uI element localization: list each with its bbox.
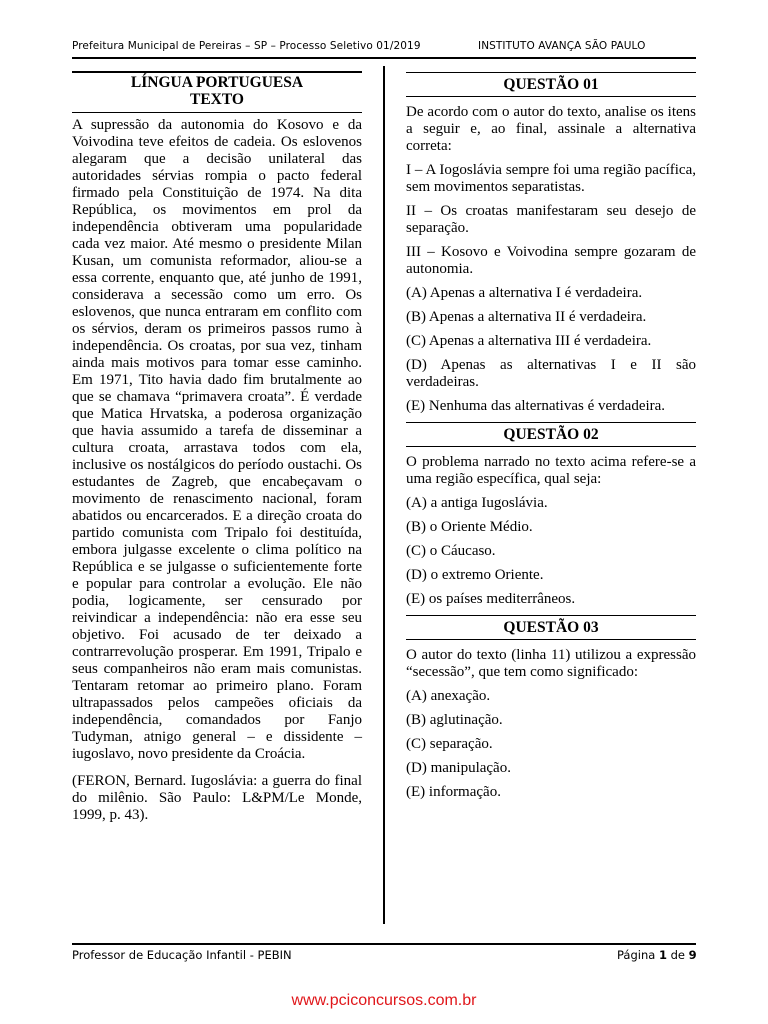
header-organizer: INSTITUTO AVANÇA SÃO PAULO bbox=[478, 40, 646, 52]
answer-option: (A) a antiga Iugoslávia. bbox=[406, 495, 548, 511]
question-title: QUESTÃO 01 bbox=[406, 72, 696, 97]
answer-option: (E) Nenhuma das alternativas é verdadeira. bbox=[406, 398, 666, 414]
answer-option: (E) os países mediterrâneos. bbox=[406, 591, 576, 607]
left-top-rule bbox=[72, 71, 362, 73]
footer-position: Professor de Educação Infantil - PEBIN bbox=[72, 948, 292, 962]
answer-option: (D) o extremo Oriente. bbox=[406, 567, 544, 583]
answer-option: (B) Apenas a alternativa II é verdadeira. bbox=[406, 309, 647, 325]
page-number bbox=[617, 948, 697, 962]
question-stem: O autor do texto (linha 11) utilizou a expressão “secessão”, que tem como significado: bbox=[406, 647, 696, 680]
website-link[interactable]: www.pciconcursos.com.br bbox=[291, 992, 477, 1009]
question-stem: O problema narrado no texto acima refere-se a uma região específica, qual seja: bbox=[406, 454, 696, 487]
header-rule bbox=[72, 57, 696, 59]
answer-option: (B) o Oriente Médio. bbox=[406, 519, 533, 535]
footer-rule bbox=[72, 943, 696, 945]
statement-item: II – Os croatas manifestaram seu desejo de separação. bbox=[406, 203, 696, 236]
statement-item: I – A Iogoslávia sempre foi uma região pacífica, sem movimentos separatistas. bbox=[406, 162, 696, 195]
question-title: QUESTÃO 03 bbox=[406, 615, 696, 640]
reading-text: A supressão da autonomia do Kosovo e da Voivodina teve efeitos de cadeia. Os eslovenos alegaram que a decisão unilateral das autoridades sérvias rompia o pacto federal firmado pela Constituição de 1974. Na dita República, os movimentos em prol da independência obtiveram uma popularidade cada vez maior. Até mesmo o presidente Milan Kusan, um comunista reformador, aliou-se a essa corrente, enquanto que, até junho de 1991, considerava a secessão como um erro. Os eslovenos, que nunca entraram em conflito com os sérvios, deram os primeiros passos rumo à independência. Os croatas, por sua vez, tinham ainda mais motivos para tomar esse caminho. Em 1971, Tito havia dado fim brutalmente ao que se chamava “primavera croata”. É verdade que Matica Hrvatska, a poderosa organização que havia assumido a tarefa de disseminar a cultura croata, arrastava todos com ela, inclusive os nostálgicos do período oustachi. Os estudantes de Zagreb, que encabeçavam o movimento de renascimento nacional, foram abatidos ou encarcerados. E a direção croata do partido comunista com Tripalo foi destituída, embora julgasse excelente o clima político na República e se julgasse o suficientemente forte e popular para controlar a evolução. Ele não podia, logicamente, ser censurado por reivindicar a independência: não era esse seu objetivo. Foi acusado de ter deixado a contrarrevolução prosperar. Em 1991, Tripalo e seus companheiros não eram mais comunistas. Tentaram retomar ao primeiro plano. Foram ultrapassados pelos campeões oficiais da independência, comandados por Fanjo Tudyman, atnigo general – e dissidente – iugoslavo, novo presidente da Croácia. bbox=[72, 116, 362, 762]
answer-option: (C) Apenas a alternativa III é verdadeira. bbox=[406, 333, 652, 349]
section-title: LÍNGUA PORTUGUESA bbox=[130, 73, 304, 91]
section-heading bbox=[72, 74, 362, 113]
header-institution: Prefeitura Municipal de Pereiras – SP – Processo Seletivo 01/2019 bbox=[72, 40, 421, 52]
answer-option: (A) anexação. bbox=[406, 688, 491, 704]
answer-option: (D) Apenas as alternativas I e II são verdadeiras. bbox=[406, 357, 696, 390]
section-subtitle: TEXTO bbox=[190, 90, 244, 108]
reference-citation: (FERON, Bernard. Iugoslávia: a guerra do final do milênio. São Paulo: L&PM/Le Monde, 1999, p. 43). bbox=[72, 772, 362, 823]
question-title: QUESTÃO 02 bbox=[406, 422, 696, 447]
answer-option: (D) manipulação. bbox=[406, 760, 511, 776]
question-03 bbox=[406, 615, 696, 801]
page-total: 9 bbox=[688, 948, 697, 962]
page-label: Página bbox=[617, 948, 656, 962]
question-01 bbox=[406, 72, 696, 415]
question-stem: De acordo com o autor do texto, analise os itens a seguir e, ao final, assinale a alternativa correta: bbox=[406, 104, 696, 154]
column-divider bbox=[383, 66, 385, 924]
page-current: 1 bbox=[658, 948, 667, 962]
answer-option: (B) aglutinação. bbox=[406, 712, 503, 728]
question-02 bbox=[406, 422, 696, 608]
left-column bbox=[72, 72, 362, 824]
statement-item: III – Kosovo e Voivodina sempre gozaram de autonomia. bbox=[406, 244, 696, 277]
answer-option: (C) separação. bbox=[406, 736, 493, 752]
answer-option: (E) informação. bbox=[406, 784, 501, 800]
answer-option: (A) Apenas a alternativa I é verdadeira. bbox=[406, 285, 643, 301]
page-of-label: de bbox=[670, 948, 685, 962]
right-column bbox=[406, 72, 696, 808]
answer-option: (C) o Cáucaso. bbox=[406, 543, 496, 559]
